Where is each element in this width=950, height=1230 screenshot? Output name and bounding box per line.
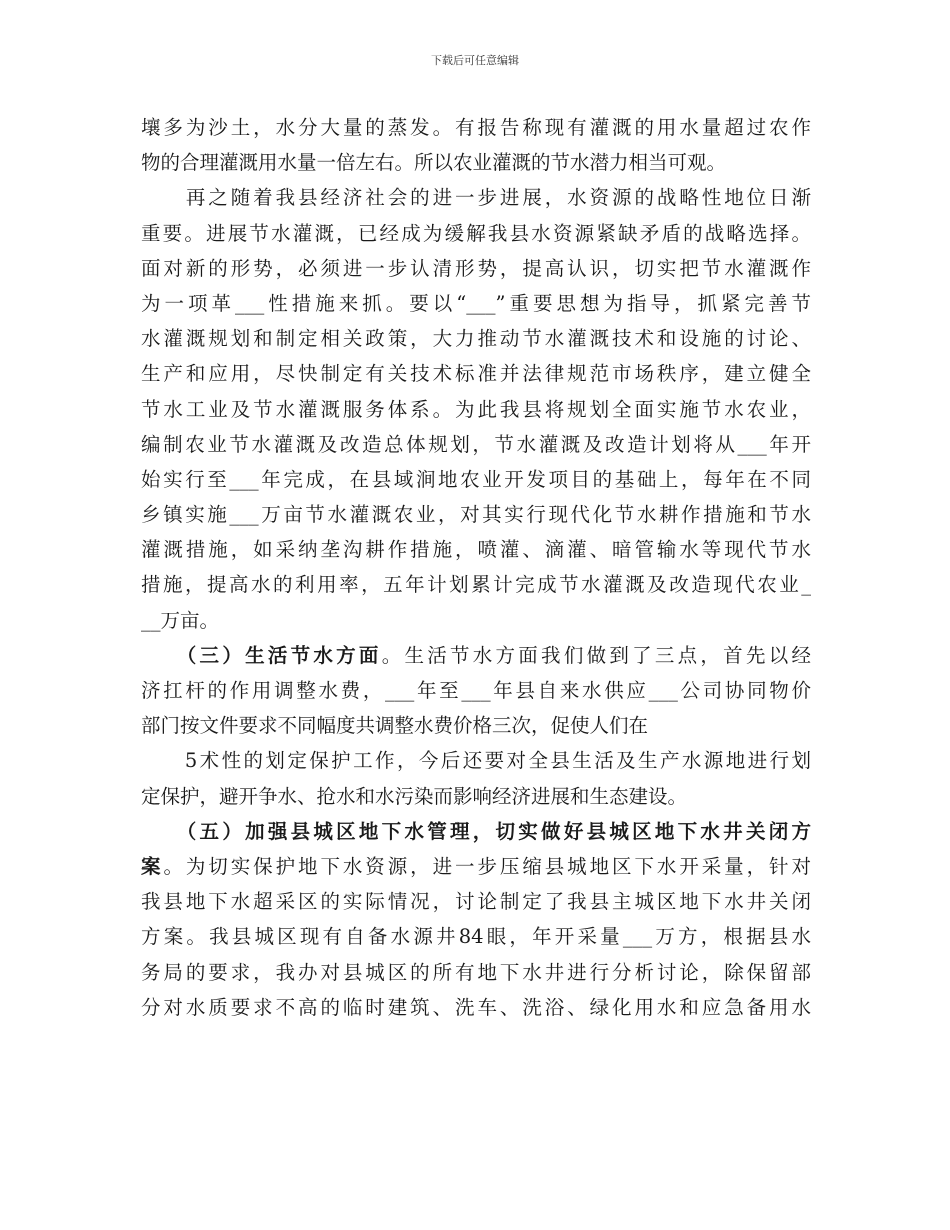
text-line: [141, 955, 811, 990]
text-line: [141, 356, 811, 391]
text-line: [141, 779, 811, 814]
text-line: [141, 743, 811, 778]
document-body: [141, 110, 811, 1025]
text-line: [141, 567, 811, 602]
text-line: [141, 286, 811, 321]
text-line: [141, 462, 811, 497]
line-text: 济扛杆的作用调整水费，___年至___年县自来水供应___公司协同物价: [141, 679, 811, 702]
text-line: [141, 990, 811, 1025]
text-line: [141, 392, 811, 427]
line-text: 物的合理灌溉用水量一倍左右。所以农业灌溉的节水潜力相当可观。: [141, 151, 727, 175]
text-line: [141, 673, 811, 708]
line-text: 再之随着我县经济社会的进一步进展，水资源的战略性地位日渐: [141, 186, 811, 210]
line-text: 面对新的形势，必须进一步认清形势，提高认识，切实把节水灌溉作: [141, 256, 811, 280]
text-line: [141, 884, 811, 919]
text-line: [141, 638, 811, 673]
text-line: [141, 708, 811, 743]
text-line: [141, 849, 811, 884]
line-text: 。生活节水方面我们做到了三点，首先以经: [381, 643, 811, 667]
line-text: 务局的要求，我办对县城区的所有地下水井进行分析讨论，除保留部: [141, 960, 811, 984]
text-line: [141, 216, 811, 251]
line-text: 重要。进展节水灌溉，已经成为缓解我县水资源紧缺矛盾的战略选择。: [141, 221, 811, 245]
line-text: 乡镇实施___万亩节水灌溉农业，对其实行现代化节水耕作措施和节水: [141, 503, 811, 527]
text-line: [141, 814, 811, 849]
line-text: 节水工业及节水灌溉服务体系。为此我县将规划全面实施节水农业，: [141, 397, 811, 421]
line-text: 为一项革___性措施来抓。要以“___”重要思想为指导，抓紧完善节: [141, 291, 811, 315]
page-header-note: 下载后可任意编辑: [431, 54, 519, 67]
line-text: 分对水质要求不高的临时建筑、洗车、洗浴、绿化用水和应急备用水: [141, 995, 811, 1019]
line-text: 5术性的划定保护工作，今后还要对全县生活及生产水源地进行划: [141, 749, 811, 773]
text-line: [141, 532, 811, 567]
text-line: [141, 251, 811, 286]
line-text: 部门按文件要求不同幅度共调整水费价格三次，促使人们在: [141, 714, 649, 738]
line-text: 生产和应用，尽快制定有关技术标准并法律规范市场秩序，建立健全: [141, 362, 811, 386]
text-line: [141, 180, 811, 215]
line-text: 措施，提高水的利用率，五年计划累计完成节水灌溉及改造现代农业_: [141, 573, 811, 597]
line-text: 壤多为沙土，水分大量的蒸发。有报告称现有灌溉的用水量超过农作: [141, 116, 811, 139]
line-text: 水灌溉规划和制定相关政策，大力推动节水灌溉技术和设施的讨论、: [141, 327, 811, 351]
text-line: [141, 145, 811, 180]
line-text: __万亩。: [141, 608, 220, 632]
bold-heading: （三）生活节水方面: [141, 643, 382, 667]
line-text: 灌溉措施，如采纳垄沟耕作措施，喷灌、滴灌、暗管输水等现代节水: [141, 538, 811, 562]
text-line: [141, 497, 811, 532]
text-line: [141, 603, 811, 638]
line-text: 定保护，避开争水、抢水和水污染而影响经济进展和生态建设。: [141, 784, 688, 808]
line-text: 编制农业节水灌溉及改造总体规划，节水灌溉及改造计划将从___年开: [141, 432, 811, 456]
line-text: 我县地下水超采区的实际情况，讨论制定了我县主城区地下水井关闭: [141, 890, 811, 914]
text-line: [141, 110, 811, 145]
bold-heading: （五）加强县城区地下水管理，切实做好县城区地下水井关闭方: [141, 819, 811, 843]
text-line: [141, 919, 811, 954]
bold-heading: 案: [141, 854, 164, 878]
line-text: 方案。我县城区现有自备水源井84眼，年开采量___万方，根据县水: [141, 925, 811, 949]
line-text: 始实行至___年完成，在县域涧地农业开发项目的基础上，每年在不同: [141, 467, 811, 491]
text-line: [141, 427, 811, 462]
line-text: 。为切实保护地下水资源，进一步压缩县城地区下水开采量，针对: [163, 854, 811, 878]
text-line: [141, 321, 811, 356]
